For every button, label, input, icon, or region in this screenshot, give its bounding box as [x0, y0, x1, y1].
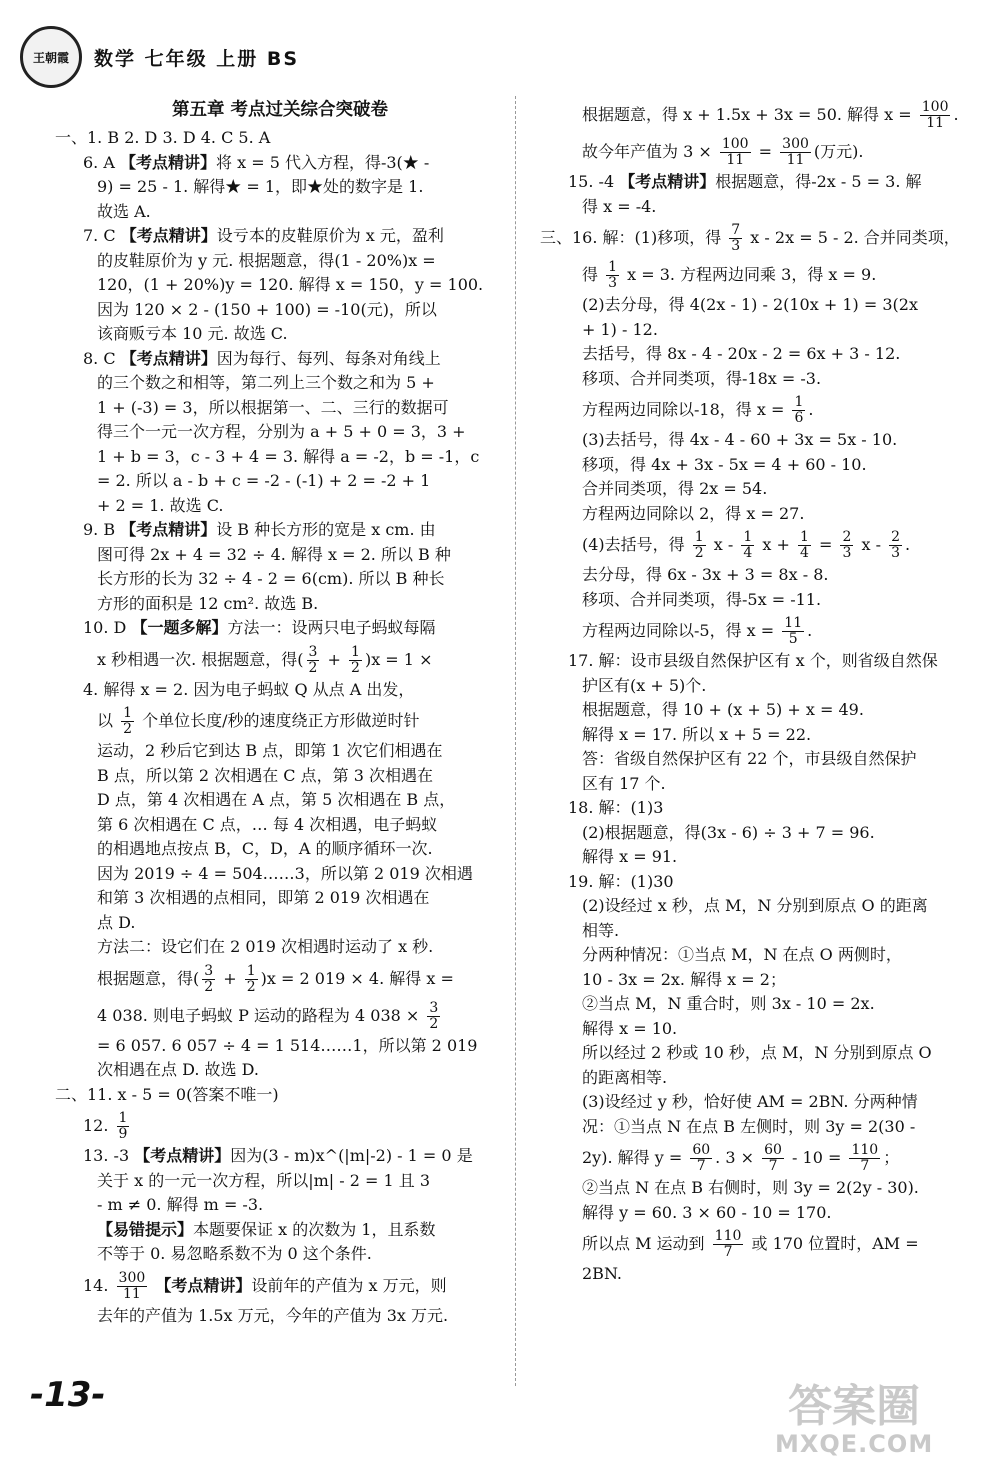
right-text-line: 10 - 3x = 2x. 解得 x = 2；	[582, 969, 786, 989]
left-text-line: 因为 2019 ÷ 4 = 504……3，所以第 2 019 次相遇	[97, 863, 473, 883]
right-text-line: 得 $\frac{1}{3}$ x = 3. 方程两边同乘 3，得 x = 9.	[582, 259, 877, 291]
page-header	[20, 22, 299, 92]
left-text-line: 12. $\frac{1}{9}$	[83, 1110, 128, 1142]
right-text-line: 18. 解：(1)3	[568, 798, 664, 817]
book-title: 数学 七年级 上册 BS	[94, 47, 300, 70]
left-text-line: 图可得 2x + 4 = 32 ÷ 4. 解得 x = 2. 所以 B 种	[97, 544, 451, 564]
right-text-line: 移项、合并同类项，得-5x = -11.	[582, 589, 822, 609]
right-text-line: 2y). 解得 y = $\frac{60}{7}$ . 3 × $\frac{60}{7}$ - 10 = $\frac{110}{7}$ ；	[582, 1142, 900, 1174]
left-text-line: 1 + b = 3，c - 3 + 4 = 3. 解得 a = -2，b = -1，c	[97, 446, 480, 466]
publisher-logo: 王朝霞	[20, 26, 82, 88]
right-text-line: (2)去分母，得 4(2x - 1) - 2(10x + 1) = 3(2x	[582, 295, 918, 314]
right-text-line: (3)设经过 y 秒，恰好使 AM = 2BN. 分两种情	[582, 1092, 918, 1111]
right-text-line: 答：省级自然保护区有 22 个，市县级自然保护	[582, 749, 917, 768]
right-text-line: (4)去括号，得 $\frac{1}{2}$ x - $\frac{1}{4}$ x + $\frac{1}{4}$ = $\frac{2}{3}$ x - $\frac{2}{3}$ .	[582, 529, 911, 561]
right-text-line: (2)根据题意，得(3x - 6) ÷ 3 + 7 = 96.	[582, 822, 875, 842]
right-text-line: ②当点 N 在点 B 右侧时，则 3y = 2(2y - 30).	[582, 1178, 919, 1197]
left-text-line: 120，(1 + 20%)y = 120. 解得 x = 150，y = 100.	[97, 275, 484, 294]
left-text-line: - m ≠ 0. 解得 m = -3.	[97, 1195, 264, 1214]
left-text-line: 13. -3 【考点精讲】因为(3 - m)x^(|m|-2) - 1 = 0 是	[83, 1146, 473, 1165]
right-text-line: 分两种情况：①当点 M，N 在点 O 两侧时，	[582, 945, 902, 964]
right-text-line: 根据题意，得 10 + (x + 5) + x = 49.	[582, 700, 864, 719]
right-text-line: 故今年产值为 3 × $\frac{100}{11}$ = $\frac{300}{11}$ (万元).	[582, 136, 864, 168]
left-text-line: = 2. 所以 a - b + c = -2 - (-1) + 2 = -2 + 1	[97, 471, 431, 490]
left-column	[55, 96, 505, 1328]
right-text-line: ②当点 M，N 重合时，则 3x - 10 = 2x.	[582, 994, 875, 1013]
right-text-line: 方程两边同除以-18，得 x = $\frac{1}{6}$ .	[582, 394, 814, 426]
left-text-line: 的相遇地点按点 B，C，D，A 的顺序循环一次.	[97, 839, 433, 858]
right-text-line: 解得 x = 91.	[582, 847, 678, 866]
right-text-line: 解得 x = 17. 所以 x + 5 = 22.	[582, 724, 812, 744]
left-text-line: 方法二：设它们在 2 019 次相遇时运动了 x 秒.	[97, 937, 434, 956]
left-text-line: 4 038. 则电子蚂蚁 P 运动的路程为 4 038 × $\frac{3}{2}$	[97, 999, 439, 1032]
left-text-line: 9. B 【考点精讲】设 B 种长方形的宽是 x cm. 由	[83, 520, 436, 539]
right-text-line: (3)去括号，得 4x - 4 - 60 + 3x = 5x - 10.	[582, 430, 898, 449]
left-text-line: 运动，2 秒后它到达 B 点，即第 1 次它们相遇在	[97, 741, 443, 760]
right-text-line: 护区有(x + 5)个.	[582, 675, 707, 695]
right-text-line: 得 x = -4.	[582, 196, 657, 216]
left-text-line: 6. A 【考点精讲】将 x = 5 代入方程，得-3(★ -	[83, 152, 430, 172]
left-text-line: 点 D.	[97, 912, 136, 932]
left-text-line: 次相遇在点 D. 故选 D.	[97, 1060, 259, 1079]
left-text-line: 不等于 0. 易忽略系数不为 0 这个条件.	[97, 1244, 372, 1263]
left-text-line: 关于 x 的一元一次方程，所以|m| - 2 = 1 且 3	[97, 1170, 431, 1190]
right-text-line: 移项、合并同类项，得-18x = -3.	[582, 368, 822, 388]
chapter-title: 第五章 考点过关综合突破卷	[171, 100, 389, 120]
left-text-line: 因为 120 × 2 - (150 + 100) = -10(元)，所以	[97, 299, 437, 319]
left-text-line: 的皮鞋原价为 y 元. 根据题意，得(1 - 20%)x =	[97, 250, 436, 270]
left-text-line: 14. $\frac{300}{11}$ 【考点精讲】设前年的产值为 x 万元，则	[83, 1269, 447, 1302]
right-text-line: 17. 解：设市县级自然保护区有 x 个，则省级自然保	[568, 651, 938, 670]
right-text-line: 相等.	[582, 920, 620, 940]
right-text-line: 移项，得 4x + 3x - 5x = 4 + 60 - 10.	[582, 454, 867, 474]
left-text-line: 长方形的长为 32 ÷ 4 - 2 = 6(cm). 所以 B 种长	[97, 569, 445, 588]
left-text-line: 【易错提示】本题要保证 x 的次数为 1，且系数	[97, 1219, 436, 1239]
left-text-line: 9) = 25 - 1. 解得★ = 1，即★处的数字是 1.	[97, 177, 424, 196]
left-text-line: 1 + (-3) = 3，所以根据第一、二、三行的数据可	[97, 397, 449, 417]
left-text-line: 一、1. B 2. D 3. D 4. C 5. A	[55, 128, 271, 147]
left-text-line: 和第 3 次相遇的点相同，即第 2 019 次相遇在	[97, 888, 430, 907]
right-text-line: 区有 17 个.	[582, 773, 666, 793]
left-text-line: 8. C 【考点精讲】因为每行、每列、每条对角线上	[83, 348, 441, 368]
right-text-line: 15. -4 【考点精讲】根据题意，得-2x - 5 = 3. 解	[568, 172, 922, 191]
right-text-line: 方程两边同除以 2，得 x = 27.	[582, 503, 805, 523]
watermark-url: MXQE.COM	[775, 1430, 934, 1458]
right-text-line: 况：①当点 N 在点 B 左侧时，则 3y = 2(30 -	[582, 1116, 916, 1136]
left-text-line: 10. D 【一题多解】方法一：设两只电子蚂蚁每隔	[83, 618, 436, 637]
right-text-line: 去分母，得 6x - 3x + 3 = 8x - 8.	[582, 565, 829, 584]
column-divider	[515, 96, 516, 1386]
left-text-line: 得三个一元一次方程，分别为 a + 5 + 0 = 3，3 +	[97, 422, 466, 441]
page-number: -13-	[30, 1375, 106, 1415]
left-text-line: 故选 A.	[97, 201, 151, 221]
left-text-line: 方形的面积是 12 cm². 故选 B.	[97, 593, 319, 613]
left-text-line: 第 6 次相遇在 C 点，… 每 4 次相遇，电子蚂蚁	[97, 814, 438, 834]
left-text-line: x 秒相遇一次. 根据题意，得( $\frac{3}{2}$ + $\frac{1}{2}$ )x = 1 ×	[97, 643, 433, 676]
right-text-line: + 1) - 12.	[582, 319, 658, 339]
right-text-line: 解得 y = 60. 3 × 60 - 10 = 170.	[582, 1202, 832, 1222]
left-text-line: 去年的产值为 1.5x 万元，今年的产值为 3x 万元.	[97, 1305, 449, 1325]
left-text-line: + 2 = 1. 故选 C.	[97, 495, 224, 515]
right-text-line: 的距离相等.	[582, 1067, 668, 1087]
left-text-line: 7. C 【考点精讲】设亏本的皮鞋原价为 x 元，盈利	[83, 226, 444, 245]
left-text-line: 二、11. x - 5 = 0(答案不唯一)	[55, 1084, 279, 1104]
right-text-line: 根据题意，得 x + 1.5x + 3x = 50. 解得 x = $\frac{100}{11}$ .	[582, 99, 959, 131]
left-text-line: 以 $\frac{1}{2}$ 个单位长度/秒的速度绕正方形做逆时针	[97, 705, 420, 737]
left-text-line: = 6 057. 6 057 ÷ 4 = 1 514……1，所以第 2 019	[97, 1035, 478, 1055]
right-text-line: 去括号，得 8x - 4 - 20x - 2 = 6x + 3 - 12.	[582, 344, 901, 363]
left-text-line: 的三个数之和相等，第二列上三个数之和为 5 +	[97, 373, 435, 392]
right-text-line: 方程两边同除以-5，得 x = $\frac{11}{5}$ .	[582, 615, 813, 647]
left-text-line: D 点，第 4 次相遇在 A 点，第 5 次相遇在 B 点，	[97, 790, 456, 809]
right-text-line: 三、16. 解：(1)移项，得 $\frac{7}{3}$ x - 2x = 5 - 2. 合并同类项，	[540, 222, 960, 254]
left-text-line: 该商贩亏本 10 元. 故选 C.	[97, 324, 288, 343]
left-text-line: 4. 解得 x = 2. 因为电子蚂蚁 Q 从点 A 出发，	[83, 679, 415, 699]
right-text-line: 19. 解：(1)30	[568, 871, 674, 891]
right-text-line: (2)设经过 x 秒，点 M，N 分别到原点 O 的距离	[582, 896, 928, 915]
left-text-line: 根据题意，得( $\frac{3}{2}$ + $\frac{1}{2}$ )x = 2 019 × 4. 解得 x =	[97, 962, 454, 995]
right-text-line: 所以点 M 运动到 $\frac{110}{7}$ 或 170 位置时，AM =	[582, 1228, 919, 1260]
right-text-line: 合并同类项，得 2x = 54.	[582, 479, 768, 498]
watermark	[775, 1381, 934, 1459]
watermark-text: 答案圈	[788, 1381, 921, 1432]
right-text-line: 解得 x = 10.	[582, 1018, 678, 1038]
left-text-line: B 点，所以第 2 次相遇在 C 点，第 3 次相遇在	[97, 765, 433, 785]
right-text-line: 2BN.	[582, 1264, 622, 1283]
right-text-line: 所以经过 2 秒或 10 秒，点 M，N 分别到原点 O	[582, 1043, 932, 1062]
right-column	[540, 96, 980, 1287]
